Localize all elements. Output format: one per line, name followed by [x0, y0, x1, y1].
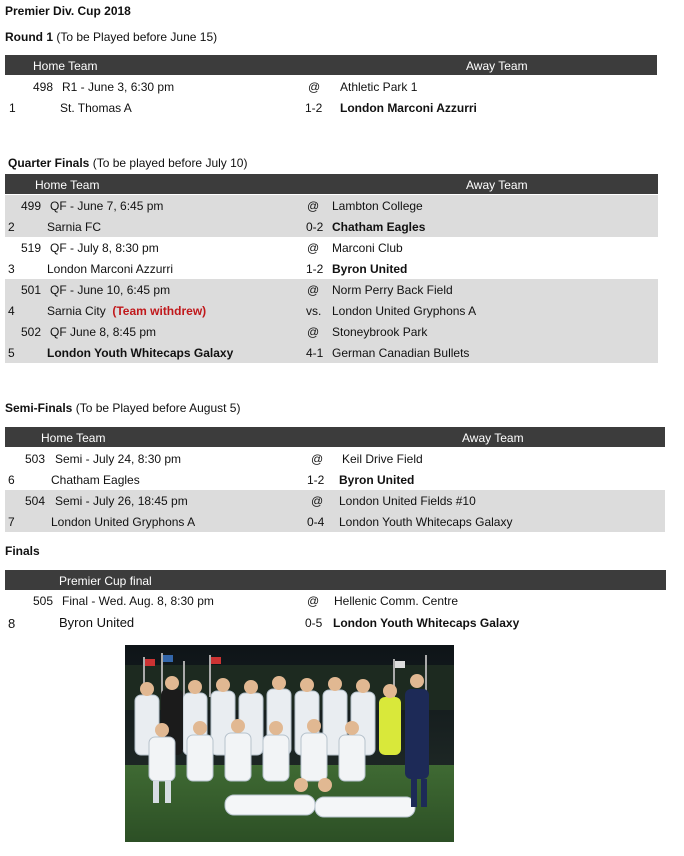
score: 1-2	[305, 101, 323, 115]
venue: London United Fields #10	[339, 494, 476, 508]
finals-header-label: Premier Cup final	[59, 574, 152, 588]
game-number: 519	[21, 241, 42, 255]
page-title: Premier Div. Cup 2018	[5, 4, 131, 18]
game-date-time: QF - June 7, 6:45 pm	[50, 199, 164, 213]
round1-away-header: Away Team	[466, 59, 528, 73]
score: 0-2	[306, 220, 324, 234]
row-number: 8	[8, 616, 16, 631]
home-team: London United Gryphons A	[51, 515, 196, 529]
round1-note: (To be Played before June 15)	[56, 30, 218, 44]
at-symbol: @	[308, 80, 321, 94]
at-symbol: @	[307, 325, 320, 339]
semi-heading: Semi-Finals	[5, 401, 73, 415]
game-number: 503	[25, 452, 46, 466]
round1-heading: Round 1	[5, 30, 53, 44]
home-team: Sarnia City	[47, 304, 106, 318]
game-date-time: QF - June 10, 6:45 pm	[50, 283, 171, 297]
finals-header-bar	[5, 570, 666, 590]
venue: Hellenic Comm. Centre	[334, 594, 459, 608]
row-number: 6	[8, 473, 15, 487]
quarter-heading: Quarter Finals	[8, 156, 90, 170]
venue: Norm Perry Back Field	[332, 283, 453, 297]
home-team: London Marconi Azzurri	[47, 262, 174, 276]
score: 1-2	[306, 262, 324, 276]
semi-note: (To be Played before August 5)	[75, 401, 241, 415]
home-team: St. Thomas A	[60, 101, 132, 115]
home-team-with-note	[47, 304, 206, 318]
score: 0-4	[307, 515, 325, 529]
round1-home-header: Home Team	[33, 59, 98, 73]
game-number: 499	[21, 199, 42, 213]
team-photo	[125, 645, 454, 842]
round1-heading-line	[5, 30, 217, 44]
finals-heading: Finals	[5, 544, 40, 558]
game-date-time: Semi - July 24, 8:30 pm	[55, 452, 182, 466]
semi-header-bar	[5, 427, 665, 447]
quarter-home-header: Home Team	[35, 178, 100, 192]
row-number: 1	[9, 101, 16, 115]
score: 0-5	[305, 616, 323, 630]
quarter-header-bar	[5, 174, 658, 194]
venue: Lambton College	[332, 199, 423, 213]
away-team: German Canadian Bullets	[332, 346, 470, 360]
game-date-time: QF - July 8, 8:30 pm	[50, 241, 159, 255]
score: 1-2	[307, 473, 325, 487]
semi-home-header: Home Team	[41, 431, 106, 445]
at-symbol: @	[307, 199, 320, 213]
away-team: London United Gryphons A	[332, 304, 477, 318]
game-number: 505	[33, 594, 54, 608]
team-photo-illustration	[125, 645, 454, 842]
away-team: London Youth Whitecaps Galaxy	[339, 515, 513, 529]
row-number: 5	[8, 346, 15, 360]
away-team: London Youth Whitecaps Galaxy	[333, 616, 520, 630]
home-team: Chatham Eagles	[51, 473, 140, 487]
score: 4-1	[306, 346, 324, 360]
game-date-time: Semi - July 26, 18:45 pm	[55, 494, 188, 508]
at-symbol: @	[311, 452, 324, 466]
at-symbol: @	[307, 241, 320, 255]
venue: Marconi Club	[332, 241, 403, 255]
row-number: 4	[8, 304, 15, 318]
quarter-heading-line	[8, 156, 247, 170]
away-team: London Marconi Azzurri	[340, 101, 477, 115]
semi-away-header: Away Team	[462, 431, 524, 445]
game-number: 501	[21, 283, 42, 297]
quarter-away-header: Away Team	[466, 178, 528, 192]
game-number: 502	[21, 325, 42, 339]
away-team: Byron United	[339, 473, 415, 487]
versus-label: vs.	[306, 304, 322, 318]
team-withdrew-note: (Team withdrew)	[112, 304, 207, 318]
game-date-time: Final - Wed. Aug. 8, 8:30 pm	[62, 594, 214, 608]
at-symbol: @	[307, 594, 320, 608]
semi-heading-line	[5, 401, 240, 415]
home-team: Byron United	[59, 615, 135, 630]
round1-header-bar	[5, 55, 657, 75]
game-number: 498	[33, 80, 54, 94]
row-number: 7	[8, 515, 15, 529]
away-team: Chatham Eagles	[332, 220, 426, 234]
home-team: Sarnia FC	[47, 220, 102, 234]
row-number: 3	[8, 262, 15, 276]
venue: Keil Drive Field	[342, 452, 423, 466]
at-symbol: @	[311, 494, 324, 508]
quarter-note: (To be played before July 10)	[92, 156, 248, 170]
home-team: London Youth Whitecaps Galaxy	[47, 346, 234, 360]
game-date-time: QF June 8, 8:45 pm	[50, 325, 157, 339]
away-team: Byron United	[332, 262, 408, 276]
row-number: 2	[8, 220, 15, 234]
venue: Athletic Park 1	[340, 80, 418, 94]
game-date-time: R1 - June 3, 6:30 pm	[62, 80, 175, 94]
game-number: 504	[25, 494, 46, 508]
venue: Stoneybrook Park	[332, 325, 428, 339]
at-symbol: @	[307, 283, 320, 297]
